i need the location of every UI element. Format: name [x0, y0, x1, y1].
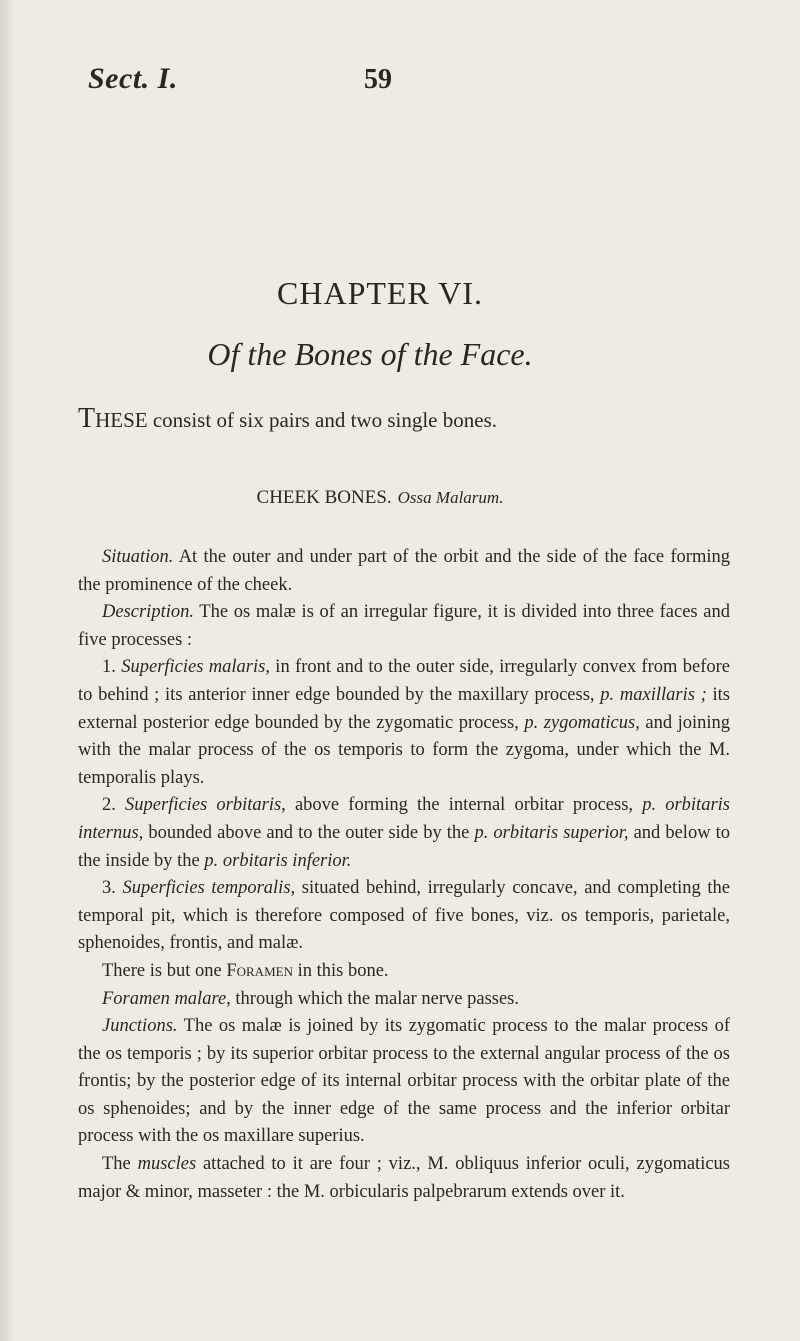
paragraph-face-1: 1. Superficies malaris, in front and to the outer side, irregularly convex from before to behind ; its anterior inner edge bounded by the maxillary process, p. maxillaris ; its external posterior edge bounded by the zygomatic process, p. zygomaticus, and joining with the malar process of the os temporis to form the zygoma, under which the M. temporalis plays. [78, 657, 731, 788]
running-header-section: Sect. I. [88, 62, 178, 95]
paragraph-foramen-intro: There is but one Foramen in this bone. [102, 960, 389, 981]
paragraph-foramen: Foramen malare, through which the malar nerve passes. [102, 988, 520, 1009]
label-situation: Situation. [102, 547, 174, 567]
intro-sentence [78, 403, 718, 435]
label-description: Description. [102, 602, 194, 623]
section-heading-latin: Ossa Malarum. [397, 488, 504, 507]
label-foramen-malare: Foramen malare, [102, 988, 231, 1009]
paragraph-junctions: Junctions. The os malæ is joined by its zygomatic process to the malar process of the os temporis ; by its superior orbitar process to the external angular process of the os frontis; by the posterior edge of its internal orbitar process with the orbitar plate of the os sphenoides; and by the inner edge of the same process and the inferior orbitar process with the os maxillare superius. [78, 1016, 730, 1147]
paragraph-face-2: 2. Superficies orbitaris, above forming the internal orbitar process, p. orbitaris internus, bounded above and to the outer side by the p. orbitaris superior, and below to the inside by the p. orbitaris inferior. [78, 795, 731, 871]
intro-caps: HESE [95, 408, 148, 432]
label-muscles: muscles [137, 1154, 197, 1175]
chapter-title: CHAPTER VI. [277, 275, 483, 311]
label-junctions: Junctions. [102, 1016, 178, 1037]
intro-text: consist of six pairs and two single bones. [147, 408, 497, 432]
label-superficies-malaris: Superficies malaris, [121, 657, 270, 678]
paragraph-face-3: 3. Superficies temporalis, situated behind, irregularly concave, and completing the temporal pit, which is therefore composed of five bones, viz. os temporis, parietale, sphenoides, frontis, and malæ. [78, 878, 731, 954]
page-gutter-shadow [0, 0, 14, 1341]
paragraph-muscles: The muscles attached to it are four ; viz., M. obliquus inferior oculi, zygomaticus major & minor, masseter : the M. orbicularis palpebrarum extends over it. [78, 1154, 730, 1202]
body-text [78, 544, 730, 1206]
section-heading [0, 487, 780, 509]
paragraph-description: Description. The os malæ is of an irregular figure, it is divided into three faces and five processes : [78, 602, 730, 650]
paragraph-situation: Situation. At the outer and under part of the orbit and the side of the face forming the prominence of the cheek. [78, 547, 730, 595]
label-superficies-temporalis: Superficies temporalis, [122, 878, 296, 899]
intro-dropcap: T [78, 403, 96, 434]
page-number: 59 [364, 64, 392, 95]
section-heading-title: CHEEK BONES. [256, 487, 392, 508]
label-superficies-orbitaris: Superficies orbitaris, [125, 795, 286, 816]
chapter-subtitle: Of the Bones of the Face. [207, 336, 533, 372]
